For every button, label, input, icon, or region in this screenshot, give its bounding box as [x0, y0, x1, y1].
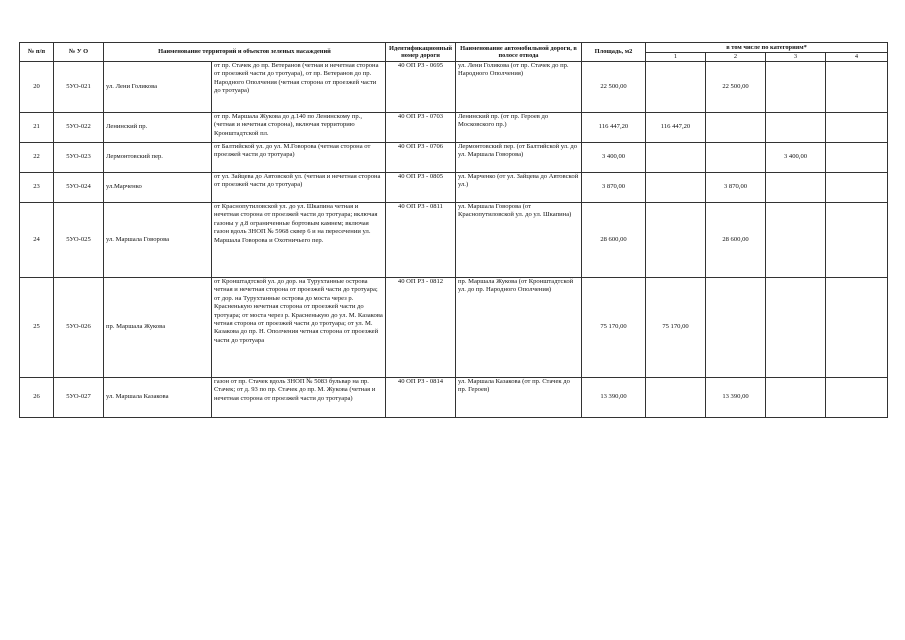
row-cat-1: [646, 173, 706, 203]
header-num: № п/п: [20, 43, 54, 62]
row-description: от Балтийской ул. до ул. М.Говорова (четная сторона от проезжей части до тротуара): [212, 143, 386, 173]
row-road-id: 40 ОП РЗ - 0812: [386, 278, 456, 378]
table-row: [20, 203, 888, 278]
row-number: 24: [20, 203, 54, 278]
row-cat-2: 3 870,00: [706, 173, 766, 203]
header-area: Площадь, м2: [582, 43, 646, 62]
row-name: ул. Маршала Говорова: [104, 203, 212, 278]
row-name: Ленинский пр.: [104, 113, 212, 143]
row-description: от Кронштадтской ул. до дор. на Турухтанные острова четная и нечетная сторона от проезжей части до тротуара; от дор. на Турухтанные острова до моста через р. Красненькую нечетная сторона от проезжей части до тротуара; от моста через р. Красненькую до ул. М. Казакова четная сторона от проезжей части до тротуара; от ул. М. Казакова до пр. Н. Ополчения четная сторона от проезжей части до тротуара: [212, 278, 386, 378]
table-row: [20, 173, 888, 203]
row-road-id: 40 ОП РЗ - 0703: [386, 113, 456, 143]
green-spaces-table: [19, 42, 888, 418]
row-cat-2: [706, 143, 766, 173]
row-number: 25: [20, 278, 54, 378]
row-cat-3: [766, 378, 826, 418]
row-area: 22 500,00: [582, 62, 646, 113]
row-description: от ул. Зайцева до Автовской ул. (четная и нечетная сторона от проезжей части до тротуара): [212, 173, 386, 203]
row-description: газон от пр. Стачек вдоль ЗНОП № 5083 бульвар на пр. Стачек; от д. 93 по пр. Стачек до пр. М. Жукова (четная и нечетная сторона от проезжей части до тротуара): [212, 378, 386, 418]
header-road: Наименование автомобильной дороги, в полосе отвода: [456, 43, 582, 62]
row-road-name: ул. Маршала Говорова (от Краснопутиловской ул. до ул. Шкапина): [456, 203, 582, 278]
row-name: ул.Марченко: [104, 173, 212, 203]
row-code: 5УО-022: [54, 113, 104, 143]
row-cat-1: [646, 62, 706, 113]
row-number: 26: [20, 378, 54, 418]
table-row: [20, 113, 888, 143]
row-road-id: 40 ОП РЗ - 0706: [386, 143, 456, 173]
row-cat-3: [766, 173, 826, 203]
row-cat-4: [826, 203, 888, 278]
row-cat-3: [766, 203, 826, 278]
row-road-id: 40 ОП РЗ - 0695: [386, 62, 456, 113]
row-cat-1: [646, 203, 706, 278]
row-number: 22: [20, 143, 54, 173]
row-code: 5УО-023: [54, 143, 104, 173]
row-cat-4: [826, 378, 888, 418]
header-name: Наименование территорий и объектов зеленых насаждений: [104, 43, 386, 62]
row-code: 5УО-026: [54, 278, 104, 378]
row-cat-3: [766, 62, 826, 113]
row-name: ул. Лени Голикова: [104, 62, 212, 113]
row-road-id: 40 ОП РЗ - 0811: [386, 203, 456, 278]
row-road-name: ул. Маршала Казакова (от пр. Стачек до пр. Героев): [456, 378, 582, 418]
header-cat-1: 1: [646, 53, 706, 62]
row-cat-1: [646, 378, 706, 418]
row-code: 5УО-024: [54, 173, 104, 203]
row-road-id: 40 ОП РЗ - 0814: [386, 378, 456, 418]
row-name: ул. Маршала Казакова: [104, 378, 212, 418]
table-row: [20, 378, 888, 418]
row-number: 23: [20, 173, 54, 203]
row-description: от пр. Маршала Жукова до д.140 по Ленинскому пр., (четная и нечетная сторона), включая территорию Кронштадтской пл.: [212, 113, 386, 143]
header-cat-2: 2: [706, 53, 766, 62]
table-row: [20, 62, 888, 113]
table-row: [20, 143, 888, 173]
row-cat-2: [706, 113, 766, 143]
row-name: пр. Маршала Жукова: [104, 278, 212, 378]
row-road-name: Ленинский пр. (от пр. Героев до Московского пр.): [456, 113, 582, 143]
header-cat-3: 3: [766, 53, 826, 62]
row-cat-1: 116 447,20: [646, 113, 706, 143]
row-area: 3 400,00: [582, 143, 646, 173]
header-id: Идентификационный номер дороги: [386, 43, 456, 62]
row-road-name: Лермонтовский пер. (от Балтийской ул. до ул. Маршала Говорова): [456, 143, 582, 173]
row-area: 116 447,20: [582, 113, 646, 143]
row-cat-4: [826, 113, 888, 143]
row-cat-2: 22 500,00: [706, 62, 766, 113]
row-road-name: ул. Марченко (от ул. Зайцева до Автовской ул.): [456, 173, 582, 203]
row-area: 75 170,00: [582, 278, 646, 378]
row-cat-4: [826, 143, 888, 173]
row-cat-4: [826, 173, 888, 203]
row-road-id: 40 ОП РЗ - 0805: [386, 173, 456, 203]
row-description: от Краснопутиловской ул. до ул. Шкапина четная и нечетная сторона от проезжей части до тротуара; включая газоны у д.8 ограниченные бортовым камнем; включая газон вдоль ЗНОП № 5968 сквер 6 и на пересечении ул. Маршала Говорова и Охотничьего пер.: [212, 203, 386, 278]
header-cat-4: 4: [826, 53, 888, 62]
row-cat-2: [706, 278, 766, 378]
row-road-name: пр. Маршала Жукова (от Кронштадтской ул. до пр. Народного Ополчения): [456, 278, 582, 378]
row-area: 28 600,00: [582, 203, 646, 278]
row-road-name: ул. Лени Голикова (от пр. Стачек до пр. Народного Ополчения): [456, 62, 582, 113]
row-area: 3 870,00: [582, 173, 646, 203]
row-cat-4: [826, 278, 888, 378]
row-cat-1: 75 170,00: [646, 278, 706, 378]
row-description: от пр. Стачек до пр. Ветеранов (четная и нечетная сторона от проезжей части до тротуара), от пр. Ветеранов до пр. Народного Ополчения (четная сторона от проезжей части до тротуара): [212, 62, 386, 113]
header-categories: в том числе по категориям*: [646, 43, 888, 53]
row-cat-4: [826, 62, 888, 113]
header-code: № У О: [54, 43, 104, 62]
row-cat-3: 3 400,00: [766, 143, 826, 173]
row-number: 21: [20, 113, 54, 143]
row-number: 20: [20, 62, 54, 113]
row-cat-2: 28 600,00: [706, 203, 766, 278]
row-code: 5УО-027: [54, 378, 104, 418]
row-code: 5УО-025: [54, 203, 104, 278]
row-cat-3: [766, 278, 826, 378]
row-cat-3: [766, 113, 826, 143]
table-row: [20, 278, 888, 378]
row-cat-1: [646, 143, 706, 173]
row-code: 5УО-021: [54, 62, 104, 113]
row-area: 13 390,00: [582, 378, 646, 418]
row-cat-2: 13 390,00: [706, 378, 766, 418]
table-body: [20, 62, 888, 418]
row-name: Лермонтовский пер.: [104, 143, 212, 173]
